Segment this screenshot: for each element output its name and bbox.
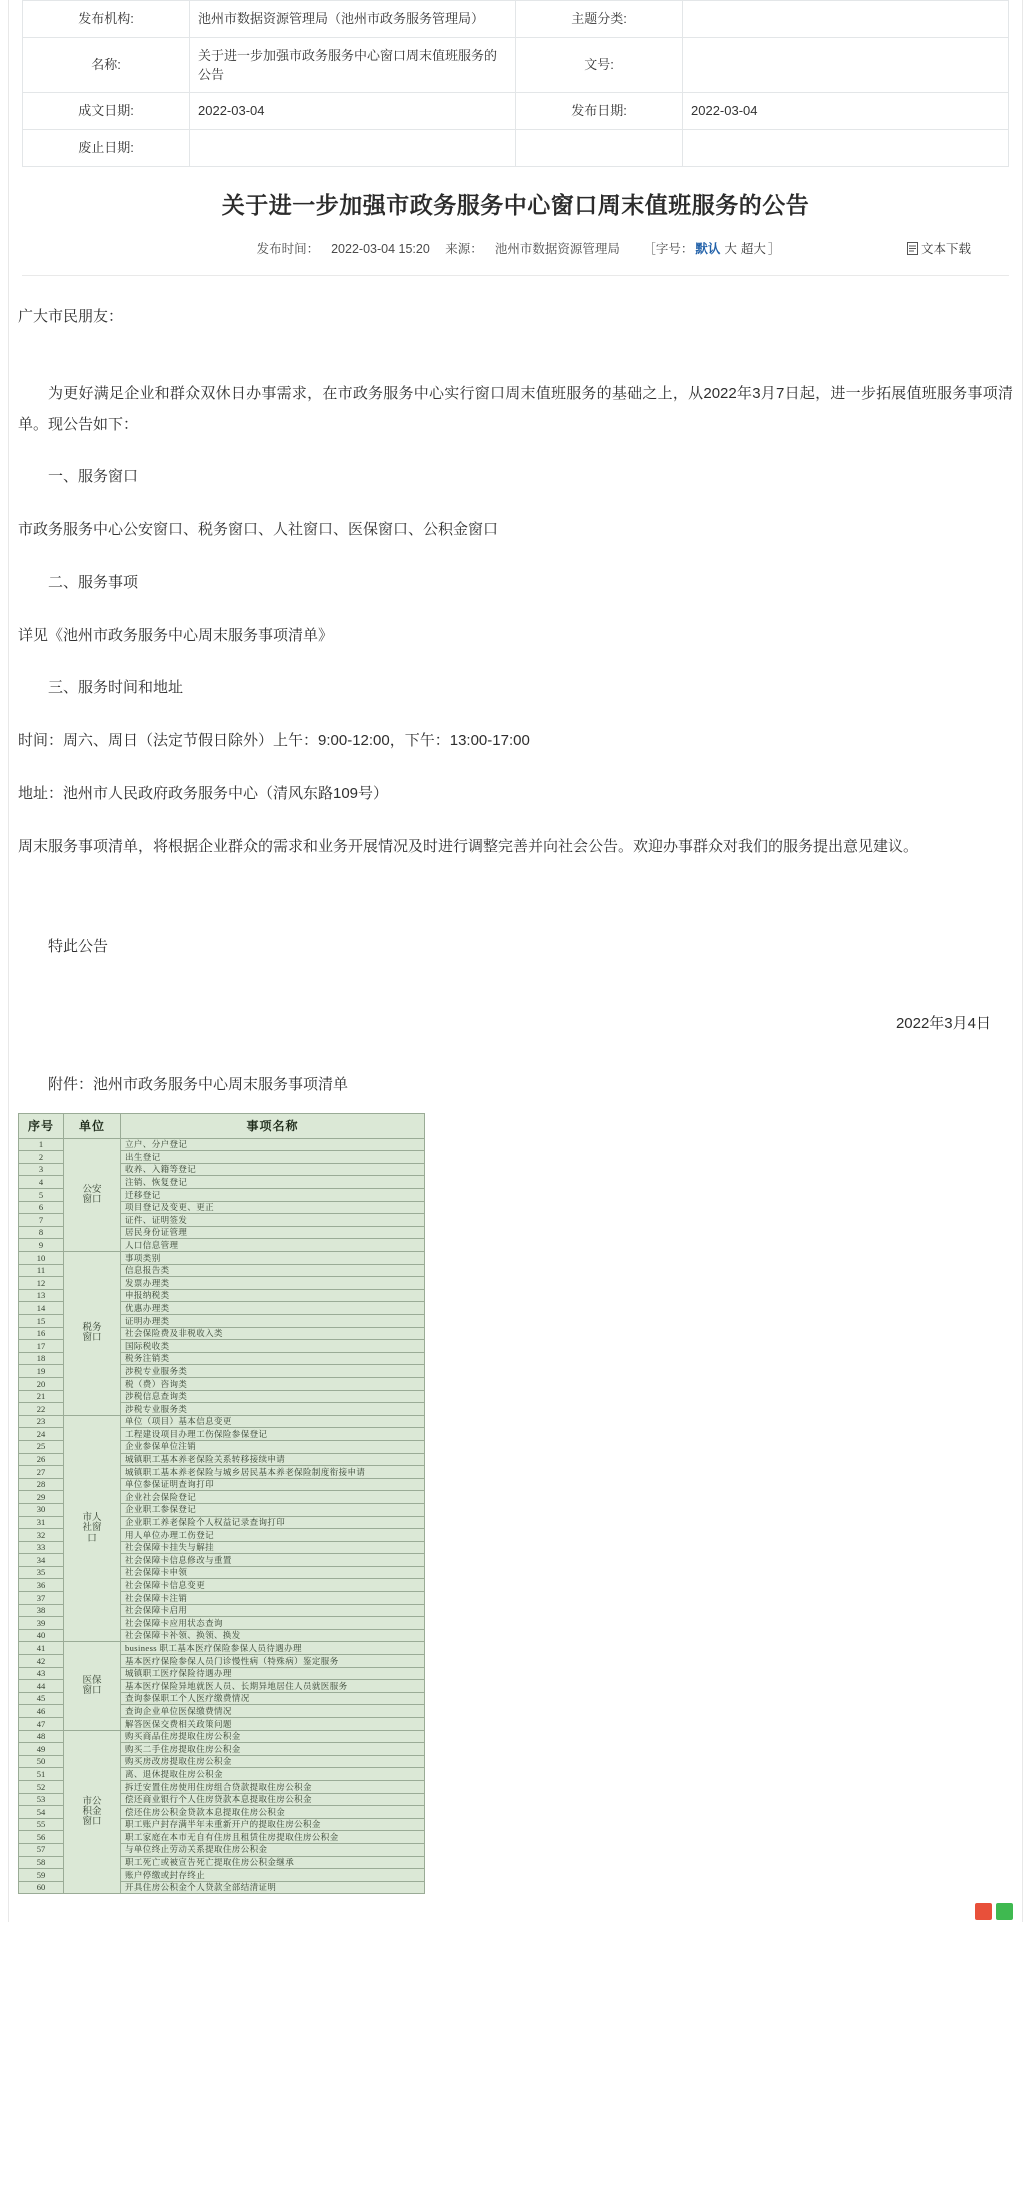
cell-item-name: 基本医疗保险参保人员门诊慢性病（特殊病）鉴定服务 <box>121 1655 425 1668</box>
cell-unit: 市人社窗口 <box>64 1415 121 1642</box>
cell-no: 38 <box>19 1604 64 1617</box>
cell-no: 27 <box>19 1466 64 1479</box>
body-paragraph-time: 时间：周六、周日（法定节假日除外）上午：9:00-12:00，下午：13:00-17:00 <box>18 732 530 750</box>
cell-item-name: 购买商品住房提取住房公积金 <box>121 1730 425 1743</box>
cell-no: 47 <box>19 1718 64 1731</box>
cell-item-name: 税（费）咨询类 <box>121 1377 425 1390</box>
cell-no: 24 <box>19 1428 64 1441</box>
cell-item-name: 单位参保证明查询打印 <box>121 1478 425 1491</box>
font-size-default-link[interactable]: 默认 <box>695 242 721 257</box>
table-row <box>19 1642 425 1655</box>
cell-item-name: 拆迁安置住房使用住房组合贷款提取住房公积金 <box>121 1780 425 1793</box>
table-row <box>19 1252 425 1265</box>
cell-no: 26 <box>19 1453 64 1466</box>
cell-no: 29 <box>19 1491 64 1504</box>
cell-item-name: 城镇职工医疗保险待遇办理 <box>121 1667 425 1680</box>
cell-unit: 税务窗口 <box>64 1252 121 1416</box>
cell-no: 15 <box>19 1315 64 1328</box>
cell-item-name: 社会保障卡信息变更 <box>121 1579 425 1592</box>
body-heading-service-windows: 一、服务窗口 <box>48 468 139 486</box>
cell-item-name: 解答医保交费相关政策问题 <box>121 1718 425 1731</box>
column-header-item-name: 事项名称 <box>121 1113 425 1138</box>
cell-no: 9 <box>19 1239 64 1252</box>
cell-item-name: 居民身份证管理 <box>121 1226 425 1239</box>
cell-item-name: 企业职工养老保险个人权益记录查询打印 <box>121 1516 425 1529</box>
cell-no: 25 <box>19 1440 64 1453</box>
cell-item-name: 国际税收类 <box>121 1340 425 1353</box>
cell-item-name: 与单位终止劳动关系提取住房公积金 <box>121 1843 425 1856</box>
meta-label-topic: 主题分类: <box>516 1 683 38</box>
document-meta-table-wrapper <box>0 0 1031 167</box>
table-row <box>23 38 1009 93</box>
text-download-label: 文本下载 <box>920 242 971 257</box>
service-items-table-head <box>19 1113 425 1138</box>
cell-item-name: 企业参保单位注销 <box>121 1440 425 1453</box>
cell-item-name: 社会保障卡注销 <box>121 1592 425 1605</box>
scroll-to-top-button[interactable] <box>975 1903 992 1920</box>
font-size-label: ［字号： <box>643 242 694 257</box>
cell-no: 40 <box>19 1629 64 1642</box>
cell-no: 13 <box>19 1289 64 1302</box>
cell-no: 50 <box>19 1755 64 1768</box>
cell-unit: 公安窗口 <box>64 1138 121 1251</box>
cell-item-name: 收养、入籍等登记 <box>121 1163 425 1176</box>
body-paragraph-notice: 特此公告 <box>48 938 109 956</box>
cell-item-name: 发票办理类 <box>121 1277 425 1290</box>
document-icon <box>907 242 918 255</box>
cell-no: 51 <box>19 1768 64 1781</box>
table-row <box>23 93 1009 130</box>
font-size-close-bracket: ］ <box>767 242 781 257</box>
cell-no: 5 <box>19 1189 64 1202</box>
table-row <box>19 1138 425 1151</box>
attachment-table-wrapper <box>0 1113 1031 1895</box>
cell-no: 57 <box>19 1843 64 1856</box>
cell-no: 52 <box>19 1780 64 1793</box>
cell-no: 11 <box>19 1264 64 1277</box>
cell-item-name: 偿还商业银行个人住房贷款本息提取住房公积金 <box>121 1793 425 1806</box>
cell-no: 33 <box>19 1541 64 1554</box>
cell-item-name: 偿还住房公积金贷款本息提取住房公积金 <box>121 1806 425 1819</box>
cell-no: 39 <box>19 1617 64 1630</box>
meta-value-publish-date: 2022-03-04 <box>683 93 1009 130</box>
meta-label-empty <box>516 130 683 167</box>
cell-unit: 医保窗口 <box>64 1642 121 1730</box>
body-paragraph-windows: 市政务服务中心公安窗口、税务窗口、人社窗口、医保窗口、公积金窗口 <box>18 521 499 539</box>
table-row <box>19 1415 425 1428</box>
body-greeting: 广大市民朋友： <box>18 308 124 326</box>
cell-no: 31 <box>19 1516 64 1529</box>
meta-value-empty <box>683 130 1009 167</box>
cell-item-name: 人口信息管理 <box>121 1239 425 1252</box>
cell-no: 22 <box>19 1403 64 1416</box>
body-paragraph-address: 地址：池州市人民政府政务服务中心（清风东路109号） <box>18 784 389 802</box>
cell-no: 41 <box>19 1642 64 1655</box>
cell-no: 17 <box>19 1340 64 1353</box>
cell-item-name: 出生登记 <box>121 1151 425 1164</box>
cell-item-name: 单位（项目）基本信息变更 <box>121 1415 425 1428</box>
publish-time-label: 发布时间： <box>256 242 320 257</box>
cell-item-name: 购买二手住房提取住房公积金 <box>121 1743 425 1756</box>
floating-widgets <box>975 1903 1013 1920</box>
body-paragraph-intro: 为更好满足企业和群众双休日办事需求，在市政务服务中心实行窗口周末值班服务的基础之上，从2022年3月7日起，进一步拓展值班服务事项清单。现公告如下： <box>18 384 1013 433</box>
cell-item-name: 开具住房公积金个人贷款全部结清证明 <box>121 1881 425 1894</box>
cell-no: 48 <box>19 1730 64 1743</box>
page-right-rail <box>1022 0 1023 1922</box>
cell-item-name: 税务注销类 <box>121 1352 425 1365</box>
publish-time-value: 2022-03-04 15:20 <box>331 242 430 257</box>
meta-value-issuer: 池州市数据资源管理局（池州市政务服务管理局） <box>190 1 516 38</box>
meta-label-docno: 文号: <box>516 38 683 93</box>
font-size-large-link[interactable]: 大 <box>724 242 737 257</box>
cell-no: 28 <box>19 1478 64 1491</box>
cell-item-name: 社会保障卡信息修改与重置 <box>121 1554 425 1567</box>
body-heading-time-address: 三、服务时间和地址 <box>48 679 184 697</box>
cell-item-name: 信息报告类 <box>121 1264 425 1277</box>
cell-item-name: 企业职工参保登记 <box>121 1503 425 1516</box>
cell-item-name: 城镇职工基本养老保险关系转移接续申请 <box>121 1453 425 1466</box>
cell-no: 59 <box>19 1869 64 1882</box>
body-signature-date: 2022年3月4日 <box>895 1015 991 1033</box>
body-heading-service-items: 二、服务事项 <box>48 573 139 591</box>
page-title: 关于进一步加强市政务服务中心窗口周末值班服务的公告 <box>221 192 810 218</box>
cell-no: 21 <box>19 1390 64 1403</box>
font-size-switcher <box>643 242 780 256</box>
cell-no: 55 <box>19 1818 64 1831</box>
cell-unit: 市公积金窗口 <box>64 1730 121 1894</box>
cell-no: 18 <box>19 1352 64 1365</box>
body-paragraph-closing: 周末服务事项清单，将根据企业群众的需求和业务开展情况及时进行调整完善并向社会公告。欢迎办事群众对我们的服务提出意见建议。 <box>18 837 919 855</box>
cell-item-name: 立户、分户登记 <box>121 1138 425 1151</box>
cell-no: 42 <box>19 1655 64 1668</box>
article-body <box>0 276 1031 1101</box>
cell-item-name: 申报纳税类 <box>121 1289 425 1302</box>
cell-item-name: 优惠办理类 <box>121 1302 425 1315</box>
cell-item-name: 项目登记及变更、更正 <box>121 1201 425 1214</box>
page-tail-space <box>0 1894 1031 1922</box>
source-label: 来源： <box>445 242 483 257</box>
cell-no: 56 <box>19 1831 64 1844</box>
meta-label-name: 名称: <box>23 38 190 93</box>
cell-item-name: 城镇职工基本养老保险与城乡居民基本养老保险制度衔接申请 <box>121 1466 425 1479</box>
cell-no: 19 <box>19 1365 64 1378</box>
cell-item-name: 涉税信息查询类 <box>121 1390 425 1403</box>
cell-no: 49 <box>19 1743 64 1756</box>
meta-label-issuer: 发布机构: <box>23 1 190 38</box>
body-paragraph-items: 详见《池州市政务服务中心周末服务事项清单》 <box>18 626 334 644</box>
cell-item-name: 社会保障卡申领 <box>121 1566 425 1579</box>
feedback-button[interactable] <box>996 1903 1013 1920</box>
cell-item-name: 注销、恢复登记 <box>121 1176 425 1189</box>
cell-no: 16 <box>19 1327 64 1340</box>
cell-item-name: 查询参保职工个人医疗缴费情况 <box>121 1692 425 1705</box>
cell-no: 8 <box>19 1226 64 1239</box>
cell-item-name: 事项类别 <box>121 1252 425 1265</box>
article-meta-line <box>60 239 971 267</box>
cell-item-name: 用人单位办理工伤登记 <box>121 1529 425 1542</box>
cell-no: 34 <box>19 1554 64 1567</box>
cell-no: 58 <box>19 1856 64 1869</box>
meta-value-docno <box>683 38 1009 93</box>
cell-item-name: 社会保障卡补领、换领、换发 <box>121 1629 425 1642</box>
text-download-button[interactable] <box>907 239 971 257</box>
cell-item-name: 社会保障卡应用状态查询 <box>121 1617 425 1630</box>
cell-no: 45 <box>19 1692 64 1705</box>
cell-no: 60 <box>19 1881 64 1894</box>
service-items-table-body <box>19 1138 425 1894</box>
cell-item-name: 社会保障卡启用 <box>121 1604 425 1617</box>
cell-no: 30 <box>19 1503 64 1516</box>
meta-value-abolish-date <box>190 130 516 167</box>
page-left-rail <box>8 0 9 1922</box>
cell-item-name: 购买房改房提取住房公积金 <box>121 1755 425 1768</box>
cell-no: 7 <box>19 1214 64 1227</box>
cell-no: 46 <box>19 1705 64 1718</box>
cell-item-name: 账户停缴或封存终止 <box>121 1869 425 1882</box>
cell-item-name: 迁移登记 <box>121 1189 425 1202</box>
cell-no: 23 <box>19 1415 64 1428</box>
cell-no: 2 <box>19 1151 64 1164</box>
cell-no: 32 <box>19 1529 64 1542</box>
table-header-row <box>19 1113 425 1138</box>
cell-no: 54 <box>19 1806 64 1819</box>
cell-no: 44 <box>19 1680 64 1693</box>
cell-no: 1 <box>19 1138 64 1151</box>
cell-no: 10 <box>19 1252 64 1265</box>
cell-item-name: 基本医疗保险异地就医人员、长期异地居住人员就医服务 <box>121 1680 425 1693</box>
table-row <box>23 1 1009 38</box>
cell-item-name: 职工账户封存满半年未重新开户的提取住房公积金 <box>121 1818 425 1831</box>
cell-no: 3 <box>19 1163 64 1176</box>
cell-no: 36 <box>19 1579 64 1592</box>
cell-item-name: 涉税专业服务类 <box>121 1403 425 1416</box>
cell-no: 14 <box>19 1302 64 1315</box>
column-header-unit: 单位 <box>64 1113 121 1138</box>
font-size-xlarge-link[interactable]: 超大 <box>740 242 766 257</box>
cell-item-name: 职工家庭在本市无自有住房且租赁住房提取住房公积金 <box>121 1831 425 1844</box>
cell-item-name: 证件、证明签发 <box>121 1214 425 1227</box>
cell-item-name: 企业社会保险登记 <box>121 1491 425 1504</box>
meta-label-drafted-date: 成文日期: <box>23 93 190 130</box>
service-items-table <box>18 1113 425 1895</box>
cell-no: 35 <box>19 1566 64 1579</box>
source-value: 池州市数据资源管理局 <box>494 242 620 257</box>
cell-item-name: 工程建设项目办理工伤保险参保登记 <box>121 1428 425 1441</box>
cell-item-name: 涉税专业服务类 <box>121 1365 425 1378</box>
article-header <box>0 167 1031 267</box>
cell-no: 37 <box>19 1592 64 1605</box>
cell-item-name: 职工死亡或被宣告死亡提取住房公积金继承 <box>121 1856 425 1869</box>
attachment-label: 附件：池州市政务服务中心周末服务事项清单 <box>48 1075 349 1093</box>
cell-item-name: 社会保障卡挂失与解挂 <box>121 1541 425 1554</box>
meta-value-topic <box>683 1 1009 38</box>
cell-no: 12 <box>19 1277 64 1290</box>
column-header-no: 序号 <box>19 1113 64 1138</box>
document-meta-table <box>22 0 1009 167</box>
table-row <box>19 1730 425 1743</box>
table-row <box>23 130 1009 167</box>
cell-item-name: business 职工基本医疗保险参保人员待遇办理 <box>121 1642 425 1655</box>
cell-item-name: 查询企业单位医保缴费情况 <box>121 1705 425 1718</box>
cell-item-name: 离、退休提取住房公积金 <box>121 1768 425 1781</box>
meta-value-name: 关于进一步加强市政务服务中心窗口周末值班服务的公告 <box>190 38 516 93</box>
cell-no: 6 <box>19 1201 64 1214</box>
cell-no: 20 <box>19 1377 64 1390</box>
cell-item-name: 证明办理类 <box>121 1315 425 1328</box>
cell-item-name: 社会保险费及非税收入类 <box>121 1327 425 1340</box>
cell-no: 53 <box>19 1793 64 1806</box>
cell-no: 4 <box>19 1176 64 1189</box>
meta-label-publish-date: 发布日期: <box>516 93 683 130</box>
cell-no: 43 <box>19 1667 64 1680</box>
meta-value-drafted-date: 2022-03-04 <box>190 93 516 130</box>
meta-label-abolish-date: 废止日期: <box>23 130 190 167</box>
